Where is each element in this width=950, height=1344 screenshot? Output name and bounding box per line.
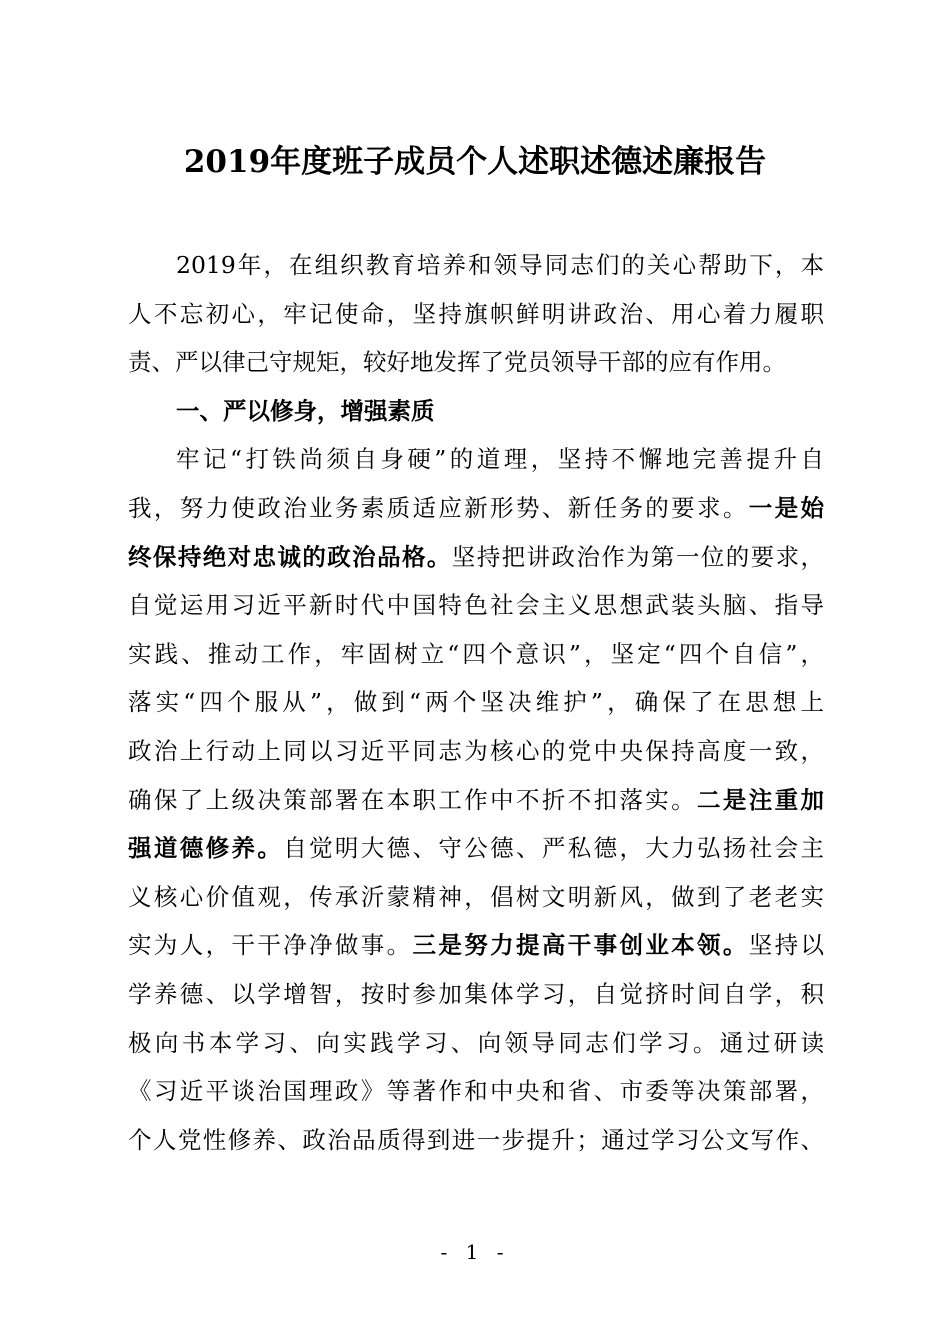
text-segment: 确保了上级决策部署在本职工作中不折不扣落实。 — [128, 785, 698, 814]
text-segment: 学养德、以学增智，按时参加集体学习，自觉挤时间自学，积 — [128, 979, 824, 1008]
text-segment: 坚持以 — [748, 931, 825, 960]
paragraph-line — [128, 1121, 824, 1170]
paragraph-line — [128, 683, 824, 732]
text-segment: 《习近平谈治国理政》等著作和中央和省、市委等决策部署， — [128, 1077, 824, 1106]
document-body — [128, 246, 824, 1169]
text-segment: 坚持把讲政治作为第一位的要求， — [451, 542, 825, 571]
paragraph-line — [128, 246, 824, 295]
bold-text-segment: 终保持绝对忠诚的政治品格。 — [128, 542, 452, 571]
heading-text: 一、严以修身，增强素质 — [176, 396, 435, 425]
paragraph-line — [128, 975, 824, 1024]
paragraph-line — [128, 343, 824, 392]
section-heading — [128, 392, 824, 441]
text-segment: 2019年，在组织教育培养和领导同志们的关心帮助下，本 — [176, 251, 824, 279]
bold-text-segment: 一是始 — [748, 493, 825, 522]
paragraph-line — [128, 586, 824, 635]
paragraph-line — [128, 538, 824, 587]
paragraph-line — [128, 829, 824, 878]
paragraph-line — [128, 635, 824, 684]
paragraph-line — [128, 926, 824, 975]
document-title: 2019年度班子成员个人述职述德述廉报告 — [183, 144, 767, 180]
paragraph-line — [128, 732, 824, 781]
bold-text-segment: 强道德修养。 — [128, 834, 284, 863]
text-segment: 我，努力使政治业务素质适应新形势、新任务的要求。 — [128, 493, 749, 522]
text-segment: 义核心价值观，传承沂蒙精神，倡树文明新风，做到了老老实 — [128, 882, 824, 911]
paragraph-line — [128, 1072, 824, 1121]
paragraph-line — [128, 295, 824, 344]
text-segment: 人不忘初心，牢记使命，坚持旗帜鲜明讲政治、用心着力履职 — [128, 299, 824, 328]
text-segment: 实践、推动工作，牢固树立“四个意识”，坚定“四个自信”， — [128, 639, 824, 668]
text-segment: 自觉明大德、守公德、严私德，大力弘扬社会主 — [283, 834, 825, 863]
paragraph-line — [128, 1024, 824, 1073]
paragraph-line — [128, 489, 824, 538]
paragraph-line — [128, 781, 824, 830]
text-segment: 极向书本学习、向实践学习、向领导同志们学习。通过研读 — [128, 1028, 824, 1057]
text-segment: 个人党性修养、政治品质得到进一步提升；通过学习公文写作、 — [128, 1125, 824, 1154]
text-segment: 实为人，干干净净做事。 — [128, 931, 413, 960]
bold-text-segment: 二是注重加 — [697, 785, 825, 814]
paragraph-line — [128, 878, 824, 927]
text-segment: 落实“四个服从”，做到“两个坚决维护”，确保了在思想上 — [128, 688, 824, 717]
text-segment: 牢记“打铁尚须自身硬”的道理，坚持不懈地完善提升自 — [176, 445, 824, 474]
bold-text-segment: 三是努力提高干事创业本领。 — [412, 931, 749, 960]
text-segment: 自觉运用习近平新时代中国特色社会主义思想武装头脑、指导 — [128, 591, 824, 620]
text-segment: 政治上行动上同以习近平同志为核心的党中央保持高度一致， — [128, 736, 824, 765]
paragraph-line — [128, 440, 824, 489]
text-segment: 责、严以律己守规矩，较好地发挥了党员领导干部的应有作用。 — [128, 348, 786, 377]
page-number: - 1 - — [440, 1240, 510, 1264]
